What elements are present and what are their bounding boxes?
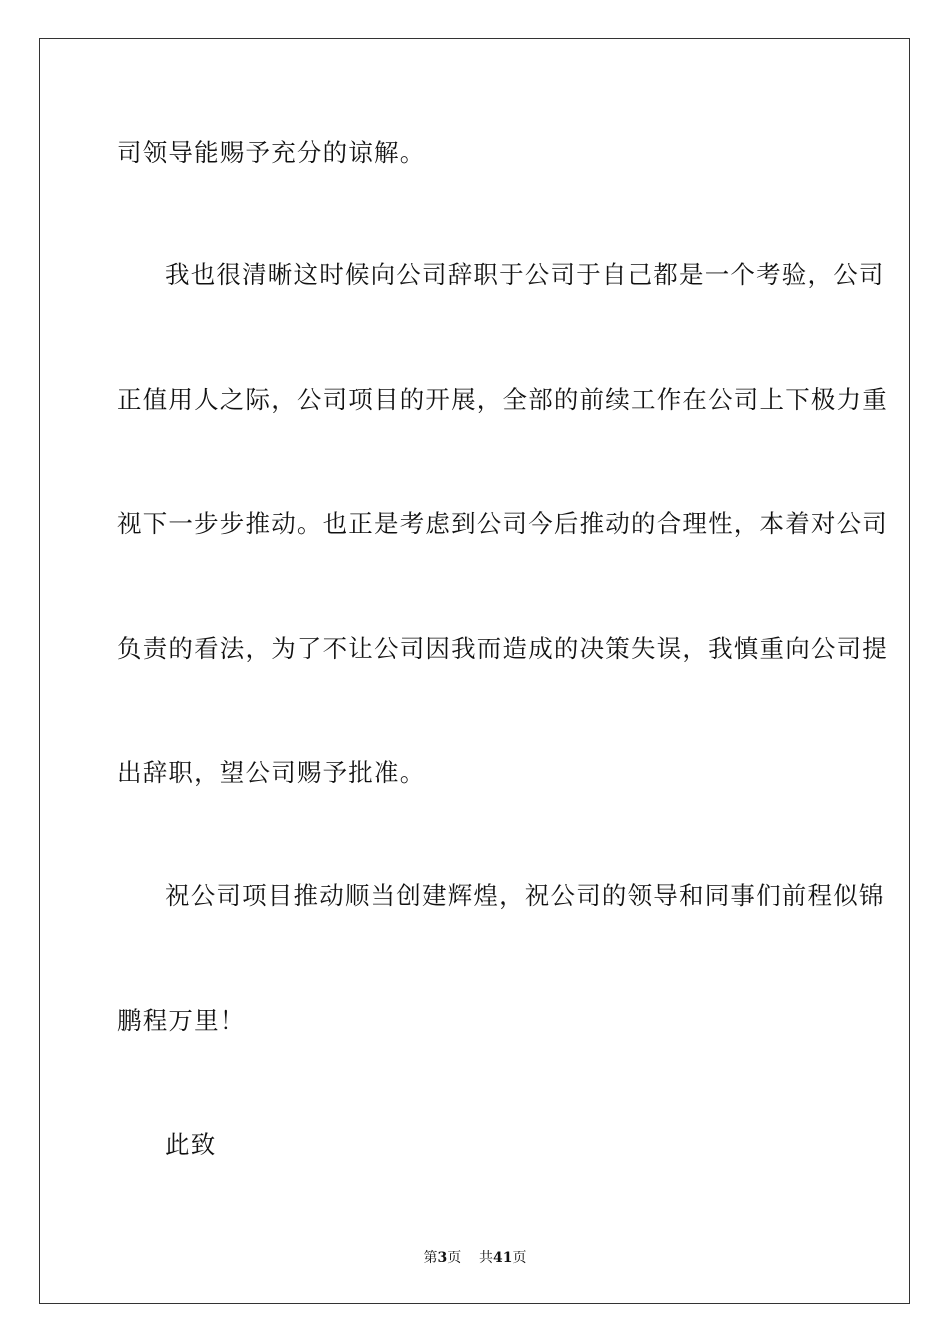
text-line-2: 我也很清晰这时候向公司辞职于公司于自己都是一个考验，公司 (165, 260, 885, 289)
footer-page-number: 3 (437, 1250, 448, 1266)
page-footer (0, 1248, 950, 1268)
closing-salutation: 此致 (165, 1130, 217, 1159)
text-line-7: 祝公司项目推动顺当创建辉煌，祝公司的领导和同事们前程似锦 (165, 881, 885, 910)
footer-total-prefix: 共 (479, 1250, 494, 1266)
page-border (39, 38, 910, 1304)
text-line-4: 视下一步步推动。也正是考虑到公司今后推动的合理性，本着对公司 (117, 509, 888, 538)
text-line-6: 出辞职，望公司赐予批准。 (117, 758, 426, 787)
text-line-5: 负责的看法，为了不让公司因我而造成的决策失误，我慎重向公司提 (117, 634, 888, 663)
footer-total-pages: 41 (493, 1250, 513, 1266)
text-line-8: 鹏程万里！ (117, 1006, 246, 1035)
footer-page-suffix: 页 (447, 1250, 462, 1266)
text-line-1: 司领导能赐予充分的谅解。 (117, 138, 426, 167)
text-line-3: 正值用人之际，公司项目的开展，全部的前续工作在公司上下极力重 (117, 385, 888, 414)
footer-page-prefix: 第 (423, 1250, 438, 1266)
footer-total-suffix: 页 (512, 1250, 527, 1266)
